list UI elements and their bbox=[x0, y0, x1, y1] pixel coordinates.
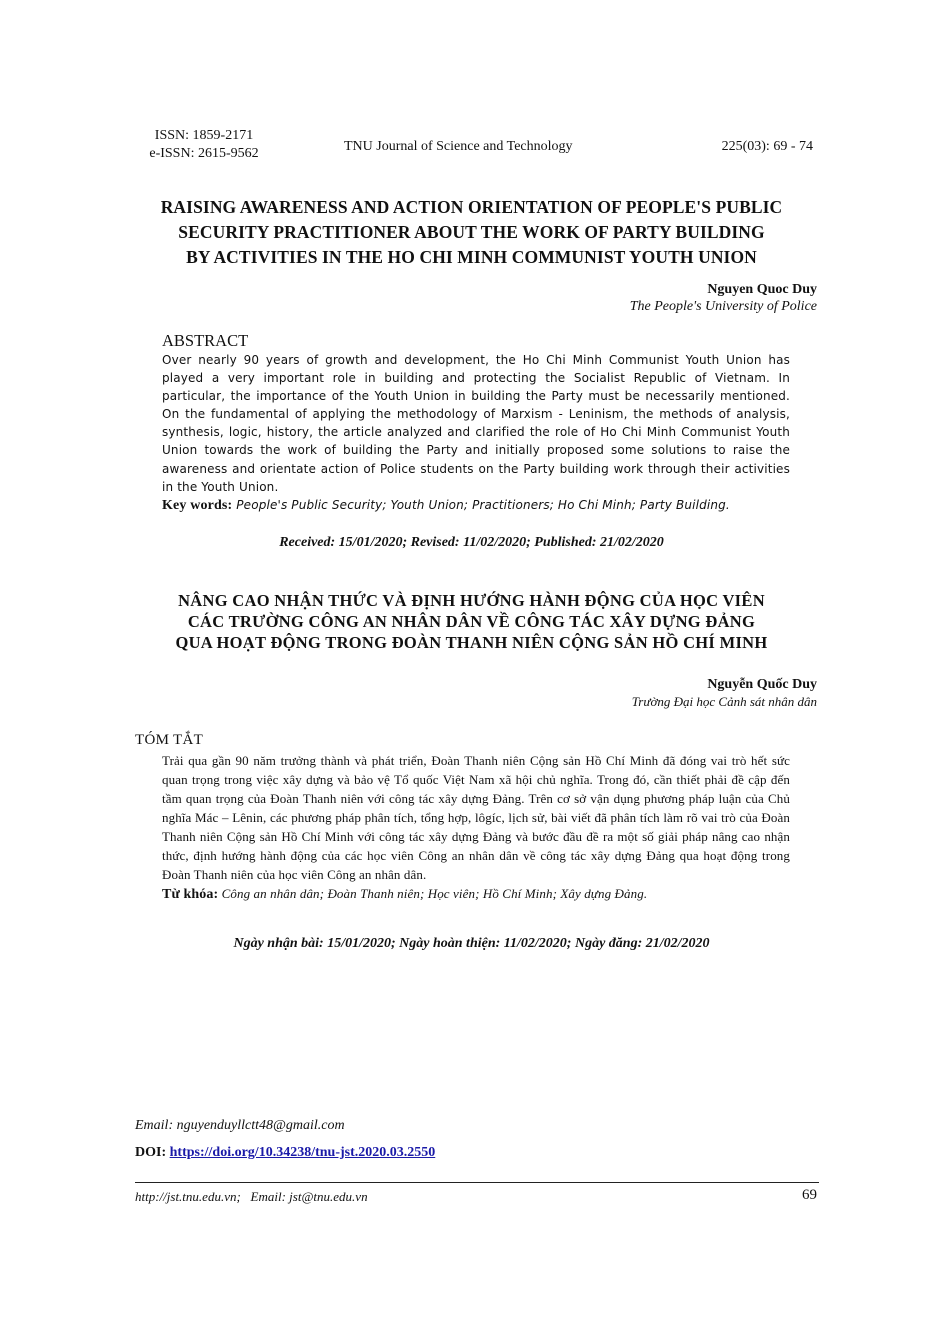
vietnamese-affiliation: Trường Đại học Cảnh sát nhân dân bbox=[631, 694, 817, 709]
issn: ISSN: 1859-2171 bbox=[154, 128, 254, 143]
abstract-body bbox=[162, 351, 790, 515]
keywords-label: Key words: bbox=[162, 497, 233, 513]
eissn: e-ISSN: 2615-9562 bbox=[149, 146, 259, 161]
abstract-heading: ABSTRACT bbox=[162, 331, 249, 350]
author-email: Email: nguyenduyllctt48@gmail.com bbox=[135, 1118, 345, 1133]
tomtat-body bbox=[162, 751, 790, 904]
page-number: 69 bbox=[802, 1187, 817, 1203]
english-author: Nguyen Quoc Duy bbox=[707, 282, 817, 297]
tomtat-heading: TÓM TẮT bbox=[135, 732, 204, 748]
issn-block bbox=[138, 127, 270, 163]
english-title-line: BY ACTIVITIES IN THE HO CHI MINH COMMUNIST YOUTH UNION bbox=[186, 247, 757, 267]
vietnamese-title-line: NÂNG CAO NHẬN THỨC VÀ ĐỊNH HƯỚNG HÀNH ĐỘNG CỦA HỌC VIÊN bbox=[178, 591, 765, 610]
english-affiliation: The People's University of Police bbox=[629, 299, 817, 314]
tukhoa-label: Từ khóa: bbox=[162, 887, 219, 902]
english-dates: Received: 15/01/2020; Revised: 11/02/2020; Published: 21/02/2020 bbox=[279, 535, 664, 550]
journal-name: TNU Journal of Science and Technology bbox=[344, 139, 573, 154]
vietnamese-title-line: CÁC TRƯỜNG CÔNG AN NHÂN DÂN VỀ CÔNG TÁC XÂY DỰNG ĐẢNG bbox=[187, 612, 756, 631]
tomtat-text: Trải qua gần 90 năm trưởng thành và phát triển, Đoàn Thanh niên Cộng sản Hồ Chí Minh đã đóng vai trò hết sức quan trọng trong việc xây dựng và bảo vệ Tổ quốc Việt Nam xã hội chủ nghĩa. Trong đó, cần thiết phải đề cập đến tầm quan trọng của Đoàn Thanh niên với công tác xây dựng Đảng. Trên cơ sở vận dụng phương pháp luận của Chủ nghĩa Mác – Lênin, các phương pháp phân tích, tổng hợp, lôgíc, lịch sử, bài viết đã phân tích làm rõ vai trò của Đoàn Thanh niên Cộng sản Hồ Chí Minh với công tác xây dựng Đảng và bước đầu đề ra một số giải pháp nâng cao nhận thức, định hướng hành động của các học viên Công an nhân dân về công tác xây dựng Đảng qua hoạt động trong Đoàn Thanh niên của học viên Công an nhân dân. bbox=[162, 753, 790, 882]
footer-site: http://jst.tnu.edu.vn; Email: jst@tnu.edu.vn bbox=[135, 1189, 368, 1204]
footer-divider bbox=[135, 1182, 819, 1183]
tukhoa: Công an nhân dân; Đoàn Thanh niên; Học viên; Hồ Chí Minh; Xây dựng Đảng. bbox=[221, 886, 648, 901]
english-title-line: RAISING AWARENESS AND ACTION ORIENTATION OF PEOPLE'S PUBLIC bbox=[160, 197, 783, 217]
english-title bbox=[110, 195, 833, 270]
vietnamese-author: Nguyễn Quốc Duy bbox=[707, 677, 817, 692]
vietnamese-title bbox=[110, 590, 833, 653]
english-title-line: SECURITY PRACTITIONER ABOUT THE WORK OF PARTY BUILDING bbox=[178, 222, 765, 242]
volume-pages: 225(03): 69 - 74 bbox=[721, 139, 813, 154]
doi bbox=[135, 1145, 435, 1161]
vietnamese-title-line: QUA HOẠT ĐỘNG TRONG ĐOÀN THANH NIÊN CỘNG SẢN HỒ CHÍ MINH bbox=[175, 633, 768, 652]
abstract-text: Over nearly 90 years of growth and development, the Ho Chi Minh Communist Youth Union has played a very important role in building and protecting the Socialist Republic of Vietnam. In particular, the importance of the Youth Union in building the Party must be necessarily mentioned. On the fundamental of applying the methodology of Marxism - Leninism, the methods of analysis, synthesis, logic, history, the article analyzed and clarified the role of Ho Chi Minh Communist Youth Union towards the work of building the Party and initially proposed some solutions to raise the awareness and orientate action of Police students on the Party building work through their activities in the Youth Union. bbox=[162, 353, 790, 494]
doi-link[interactable]: https://doi.org/10.34238/tnu-jst.2020.03.2550 bbox=[169, 1145, 436, 1160]
keywords: People's Public Security; Youth Union; Practitioners; Ho Chi Minh; Party Building. bbox=[236, 497, 730, 512]
doi-label: DOI: bbox=[135, 1145, 167, 1160]
vietnamese-dates: Ngày nhận bài: 15/01/2020; Ngày hoàn thiện: 11/02/2020; Ngày đăng: 21/02/2020 bbox=[233, 936, 710, 951]
